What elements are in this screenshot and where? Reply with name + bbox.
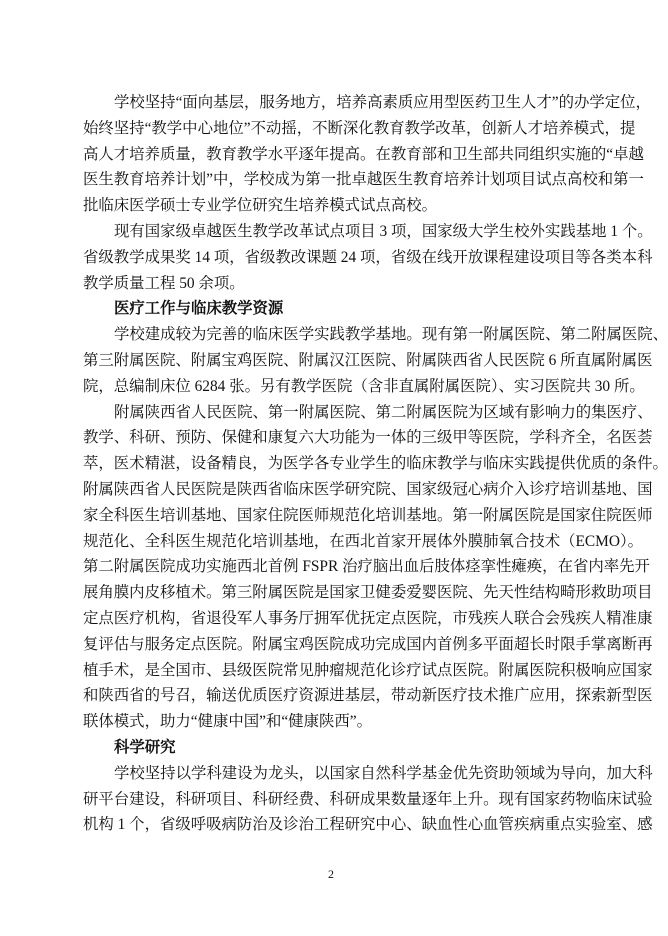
text-line: 第二附属医院成功实施西北首例 FSPR 治疗脑出血后肢体痉挛性瘫痪，在省内率先开 bbox=[83, 558, 650, 576]
page-number: 2 bbox=[328, 867, 334, 881]
text-line: 第三附属医院、附属宝鸡医院、附属汉江医院、附属陕西省人民医院 6 所直属附属医 bbox=[83, 351, 653, 369]
text-line: 和陕西省的号召，输送优质医疗资源进基层，带动新医疗技术推广应用，探索新型医 bbox=[83, 687, 653, 705]
text-line: 复评估与服务定点医院。附属宝鸡医院成功完成国内首例多平面超长时限手掌离断再 bbox=[83, 635, 653, 653]
paragraph bbox=[83, 322, 668, 399]
text-line: 家全科医生培训基地、国家住院医师规范化培训基地。第一附属医院是国家住院医师 bbox=[83, 506, 653, 524]
heading-text: 科学研究 bbox=[114, 738, 176, 756]
text-line: 萃，医术精湛，设备精良，为医学各专业学生的临床教学与临床实践提供优质的条件。 bbox=[83, 455, 668, 473]
text-line: 机构 1 个，省级呼吸病防治及诊治工程研究中心、缺血性心血管疾病重点实验室、感 bbox=[83, 816, 653, 834]
text-line: 研平台建设，科研项目、科研经费、科研成果数量逐年上升。现有国家药物临床试验 bbox=[83, 790, 653, 808]
paragraph bbox=[83, 90, 651, 219]
text-line: 批临床医学硕士专业学位研究生培养模式试点高校。 bbox=[83, 197, 437, 215]
text-line: 教学、科研、预防、保健和康复六大功能为一体的三级甲等医院，学科齐全，名医荟 bbox=[83, 429, 653, 447]
text-line: 学校坚持“面向基层，服务地方，培养高素质应用型医药卫生人才”的办学定位， bbox=[114, 94, 651, 111]
section-heading bbox=[83, 735, 580, 761]
paragraph bbox=[83, 400, 668, 735]
heading-text: 医疗工作与临床教学资源 bbox=[114, 300, 284, 318]
text-line: 规范化、全科医生规范化培训基地，在西北首家开展体外膜肺氧合技术（ECMO）。 bbox=[83, 532, 644, 550]
text-line: 省级教学成果奖 14 项，省级教改课题 24 项，省级在线开放课程建设项目等各类本科 bbox=[83, 248, 653, 266]
text-line: 附属陕西省人民医院、第一附属医院、第二附属医院为区域有影响力的集医疗、 bbox=[114, 403, 653, 421]
text-line: 始终坚持“教学中心地位”不动摇，不断深化教育教学改革，创新人才培养模式，提 bbox=[83, 119, 636, 137]
text-line: 定点医疗机构，省退役军人事务厅拥军优抚定点医院，市残疾人联合会残疾人精准康 bbox=[83, 609, 653, 627]
text-line: 医生教育培养计划”中，学校成为第一批卓越医生教育培养计划项目试点高校和第一 bbox=[83, 171, 644, 189]
document-body bbox=[83, 90, 668, 838]
text-line: 附属陕西省人民医院是陕西省临床医学研究院、国家级冠心病介入诊疗培训基地、国 bbox=[83, 480, 653, 498]
text-line: 现有国家级卓越医生教学改革试点项目 3 项，国家级大学生校外实践基地 1 个。 bbox=[114, 222, 653, 240]
text-line: 高人才培养质量，教育教学水平逐年提高。在教育部和卫生部共同组织实施的“卓越 bbox=[83, 145, 644, 163]
paragraph bbox=[83, 761, 653, 838]
text-line: 学校坚持以学科建设为龙头，以国家自然科学基金优先资助领域为导向，加大科 bbox=[114, 764, 653, 782]
paragraph bbox=[83, 219, 653, 296]
section-heading bbox=[83, 296, 580, 322]
text-line: 展角膜内皮移植术。第三附属医院是国家卫健委爱婴医院、先天性结构畸形救助项目 bbox=[83, 584, 653, 602]
text-line: 教学质量工程 50 余项。 bbox=[83, 274, 245, 292]
text-line: 植手术，是全国市、县级医院常见肿瘤规范化诊疗试点医院。附属医院积极响应国家 bbox=[83, 661, 653, 679]
text-line: 学校建成较为完善的临床医学实践教学基地。现有第一附属医院、第二附属医院、 bbox=[114, 326, 668, 344]
text-line: 联体模式，助力“健康中国”和“健康陕西”。 bbox=[83, 713, 372, 731]
text-line: 院，总编制床位 6284 张。另有教学医院（含非直属附属医院）、实习医院共 30 所。 bbox=[83, 377, 645, 395]
